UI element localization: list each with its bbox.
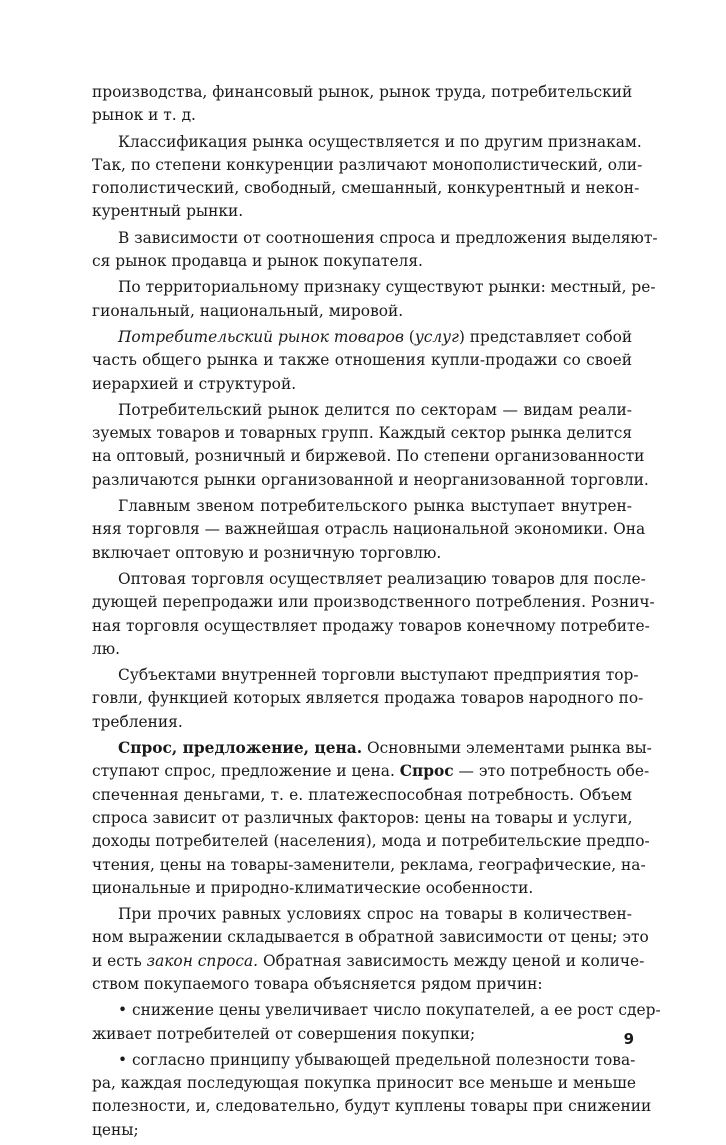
text-line: Субъектами внутренней торговли выступают предприятия тор- <box>118 666 639 685</box>
text-line: Классификация рынка осуществляется и по другим признакам. <box>118 132 642 151</box>
bullet-item <box>92 1049 652 1142</box>
body-text <box>92 81 661 1145</box>
text-line: живает потребителей от совершения покупки; <box>92 1024 476 1043</box>
text-line: полезности, и, следовательно, будут куплены товары при снижении <box>92 1097 652 1116</box>
text-line: на оптовый, розничный и биржевой. По степени организованности <box>92 447 645 466</box>
text-line: иерархией и структурой. <box>92 374 297 393</box>
text-line <box>92 326 632 349</box>
text-line: говли, функцией которых является продажа товаров народного по- <box>92 689 644 708</box>
text-line: лю. <box>92 639 121 658</box>
text-line <box>92 950 645 973</box>
text-line: доходы потребителей (населения), мода и потребительские предпо- <box>92 832 650 851</box>
paragraph <box>92 131 643 224</box>
text-run: и есть <box>92 951 147 970</box>
text-run: Основными элементами рынка вы- <box>362 739 652 758</box>
text-line: • снижение цены увеличивает число покупателей, а ее рост сдер- <box>118 1001 661 1020</box>
text-run: Обратная зависимость между ценой и количе- <box>258 951 645 970</box>
page-number: 9 <box>623 1030 634 1048</box>
text-line: Оптовая торговля осуществляет реализацию товаров для после- <box>118 569 646 588</box>
text-line: ном выражении складывается в обратной зависимости от цены; это <box>92 928 649 947</box>
text-line: чтения, цены на товары-заменители, реклама, географические, на- <box>92 855 646 874</box>
text-line: ра, каждая последующая покупка приносит все меньше и меньше <box>92 1074 636 1093</box>
bold-term: Спрос <box>399 762 454 781</box>
text-line: ная торговля осуществляет продажу товаров конечному потребите- <box>92 616 650 635</box>
text-line: производства, финансовый рынок, рынок труда, потребительский <box>92 83 633 101</box>
text-line: Главным звеном потребительского рынка выступает внутрен- <box>118 497 632 516</box>
italic-term: закон спроса. <box>146 951 259 970</box>
paragraph <box>92 399 649 492</box>
paragraph <box>92 664 644 734</box>
text-line: Так, по степени конкуренции различают монополистический, оли- <box>92 155 643 174</box>
text-line: цены; <box>92 1120 139 1139</box>
italic-term: Потребительский рынок товаров <box>118 327 404 346</box>
paragraph <box>92 568 655 661</box>
text-line: включает оптовую и розничную торговлю. <box>92 543 442 562</box>
text-line: спеченная деньгами, т. е. платежеспособная потребность. Объем <box>92 785 632 804</box>
text-line: рынок и т. д. <box>92 106 196 125</box>
text-run: ) представляет собой <box>458 327 633 346</box>
text-line: Потребительский рынок делится по секторам — видам реали- <box>118 400 632 419</box>
text-line: ся рынок продавца и рынок покупателя. <box>92 252 423 271</box>
text-line: требления. <box>92 712 183 731</box>
paragraph <box>92 495 646 565</box>
text-line: гиональный, национальный, мировой. <box>92 301 404 320</box>
text-line: гополистический, свободный, смешанный, конкурентный и некон- <box>92 179 640 198</box>
text-line: По территориальному признаку существуют рынки: местный, ре- <box>118 278 656 297</box>
italic-term: услуг <box>414 327 459 346</box>
text-line: При прочих равных условиях спрос на товары в количествен- <box>118 905 632 924</box>
bullet-item <box>92 999 661 1046</box>
text-line: курентный рынки. <box>92 202 244 221</box>
text-run: ( <box>403 327 415 346</box>
text-line: циональные и природно-климатические особенности. <box>92 878 534 897</box>
paragraph <box>92 227 658 274</box>
text-line: различаются рынки организованной и неорганизованной торговли. <box>92 470 649 489</box>
bold-heading: Спрос, предложение, цена. <box>118 739 363 758</box>
paragraph <box>92 903 649 996</box>
text-run: — это потребность обе- <box>453 762 650 781</box>
paragraph <box>92 276 656 323</box>
paragraph <box>92 81 632 128</box>
text-line: ством покупаемого товара объясняется рядом причин: <box>92 974 543 993</box>
paragraph <box>92 737 652 900</box>
text-run: ступают спрос, предложение и цена. <box>92 762 400 781</box>
text-line <box>92 737 652 760</box>
text-line: спроса зависит от различных факторов: цены на товары и услуги, <box>92 808 633 827</box>
text-line: часть общего рынка и также отношения купли-продажи со своей <box>92 351 632 370</box>
paragraph <box>92 326 632 396</box>
text-line: няя торговля — важнейшая отрасль национальной экономики. Она <box>92 520 646 539</box>
text-line: зуемых товаров и товарных групп. Каждый сектор рынка делится <box>92 424 633 443</box>
text-line: дующей перепродажи или производственного потребления. Рознич- <box>92 593 655 612</box>
text-line: В зависимости от соотношения спроса и предложения выделяют- <box>118 228 658 247</box>
text-line: • согласно принципу убывающей предельной полезности това- <box>118 1050 636 1069</box>
text-line <box>92 760 650 783</box>
